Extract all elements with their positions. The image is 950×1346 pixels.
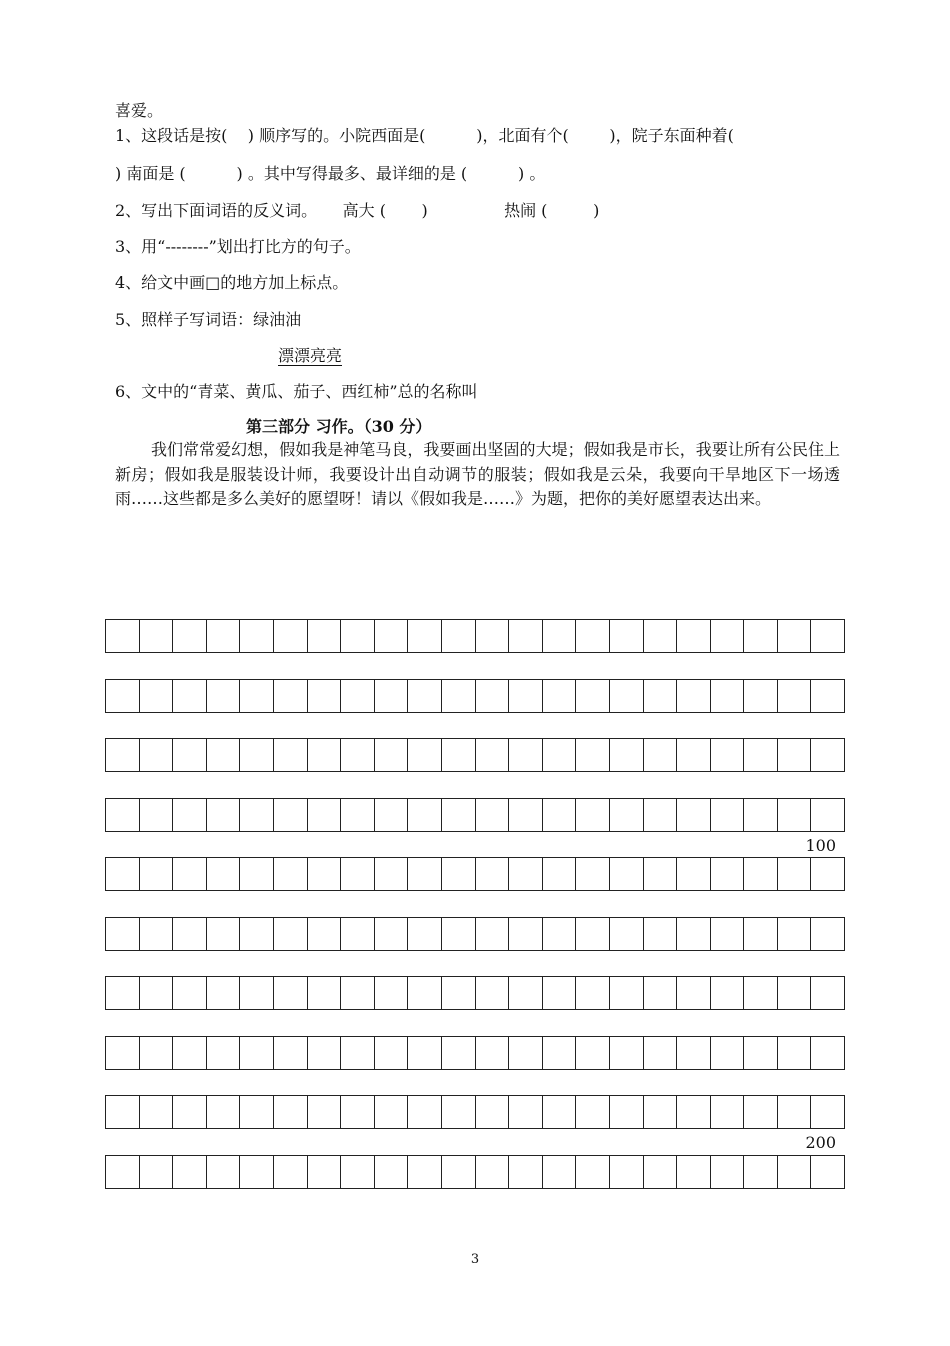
grid-cell[interactable]	[610, 1155, 644, 1189]
grid-cell[interactable]	[543, 798, 577, 832]
grid-cell[interactable]	[240, 1036, 274, 1070]
grid-cell[interactable]	[711, 738, 745, 772]
grid-row	[105, 1095, 845, 1129]
grid-cell[interactable]	[543, 738, 577, 772]
grid-cell[interactable]	[173, 976, 207, 1010]
grid-cell[interactable]	[778, 619, 812, 653]
grid-cell[interactable]	[778, 1155, 812, 1189]
grid-cell[interactable]	[576, 738, 610, 772]
question-4: 4、给文中画□的地方加上标点。	[115, 273, 349, 292]
grid-cell[interactable]	[308, 1155, 342, 1189]
grid-cell[interactable]	[274, 1155, 308, 1189]
grid-cell[interactable]	[610, 917, 644, 951]
grid-cell[interactable]	[408, 1095, 442, 1129]
grid-cell[interactable]	[207, 798, 241, 832]
grid-cell[interactable]	[644, 1095, 678, 1129]
grid-cell[interactable]	[576, 1155, 610, 1189]
grid-cell[interactable]	[375, 1155, 409, 1189]
grid-row	[105, 1155, 845, 1189]
grid-cell[interactable]	[240, 917, 274, 951]
grid-cell[interactable]	[711, 1036, 745, 1070]
grid-row	[105, 798, 845, 832]
grid-cell[interactable]	[677, 917, 711, 951]
grid-cell[interactable]	[476, 619, 510, 653]
grid-cell[interactable]	[509, 1095, 543, 1129]
grid-cell[interactable]	[240, 857, 274, 891]
section-3-title: 第三部分 习作。（30 分）	[246, 417, 432, 436]
grid-cell[interactable]	[610, 857, 644, 891]
grid-cell[interactable]	[576, 679, 610, 713]
grid-cell[interactable]	[207, 738, 241, 772]
grid-cell[interactable]	[543, 976, 577, 1010]
grid-cell[interactable]	[173, 798, 207, 832]
grid-cell[interactable]	[811, 857, 845, 891]
count-marker-100: 100	[805, 836, 836, 855]
grid-cell[interactable]	[576, 857, 610, 891]
grid-cell[interactable]	[173, 1155, 207, 1189]
grid-cell[interactable]	[576, 1095, 610, 1129]
grid-cell[interactable]	[476, 976, 510, 1010]
grid-cell[interactable]	[308, 857, 342, 891]
grid-cell[interactable]	[207, 1095, 241, 1129]
grid-cell[interactable]	[711, 1155, 745, 1189]
grid-cell[interactable]	[476, 679, 510, 713]
grid-cell[interactable]	[442, 798, 476, 832]
grid-cell[interactable]	[173, 917, 207, 951]
grid-cell[interactable]	[375, 976, 409, 1010]
grid-cell[interactable]	[811, 679, 845, 713]
page-number: 3	[470, 1252, 480, 1267]
grid-cell[interactable]	[677, 738, 711, 772]
grid-cell[interactable]	[274, 1036, 308, 1070]
grid-cell[interactable]	[408, 857, 442, 891]
grid-cell[interactable]	[509, 619, 543, 653]
grid-cell[interactable]	[274, 917, 308, 951]
grid-cell[interactable]	[375, 857, 409, 891]
grid-cell[interactable]	[408, 798, 442, 832]
grid-cell[interactable]	[610, 1036, 644, 1070]
count-marker-200: 200	[805, 1133, 836, 1152]
grid-cell[interactable]	[576, 619, 610, 653]
grid-cell[interactable]	[341, 1095, 375, 1129]
grid-row	[105, 1036, 845, 1070]
grid-cell[interactable]	[341, 1155, 375, 1189]
grid-cell[interactable]	[207, 857, 241, 891]
grid-cell[interactable]	[106, 738, 140, 772]
grid-cell[interactable]	[274, 738, 308, 772]
grid-cell[interactable]	[778, 917, 812, 951]
grid-cell[interactable]	[408, 917, 442, 951]
grid-cell[interactable]	[140, 1155, 174, 1189]
grid-cell[interactable]	[677, 679, 711, 713]
grid-cell[interactable]	[173, 1095, 207, 1129]
grid-cell[interactable]	[240, 976, 274, 1010]
grid-cell[interactable]	[375, 917, 409, 951]
question-1-line-2: ) 南面是 ( ) 。其中写得最多、最详细的是 ( ) 。	[115, 164, 546, 183]
grid-cell[interactable]	[543, 857, 577, 891]
grid-cell[interactable]	[308, 976, 342, 1010]
grid-cell[interactable]	[308, 798, 342, 832]
grid-cell[interactable]	[509, 917, 543, 951]
grid-row	[105, 917, 845, 951]
grid-cell[interactable]	[408, 619, 442, 653]
grid-cell[interactable]	[274, 798, 308, 832]
grid-cell[interactable]	[644, 1036, 678, 1070]
grid-cell[interactable]	[811, 798, 845, 832]
grid-cell[interactable]	[106, 1036, 140, 1070]
grid-cell[interactable]	[240, 1155, 274, 1189]
grid-cell[interactable]	[173, 857, 207, 891]
grid-cell[interactable]	[308, 738, 342, 772]
grid-cell[interactable]	[408, 976, 442, 1010]
grid-cell[interactable]	[778, 738, 812, 772]
grid-cell[interactable]	[778, 976, 812, 1010]
grid-cell[interactable]	[173, 738, 207, 772]
grid-cell[interactable]	[744, 976, 778, 1010]
grid-cell[interactable]	[106, 857, 140, 891]
grid-cell[interactable]	[778, 1095, 812, 1129]
grid-cell[interactable]	[274, 1095, 308, 1129]
grid-cell[interactable]	[274, 857, 308, 891]
grid-cell[interactable]	[442, 1095, 476, 1129]
grid-cell[interactable]	[610, 679, 644, 713]
grid-cell[interactable]	[442, 619, 476, 653]
grid-cell[interactable]	[744, 679, 778, 713]
grid-cell[interactable]	[476, 917, 510, 951]
passage-tail: 喜爱。	[115, 101, 164, 120]
grid-cell[interactable]	[543, 1036, 577, 1070]
grid-cell[interactable]	[778, 1036, 812, 1070]
grid-cell[interactable]	[341, 857, 375, 891]
grid-cell[interactable]	[778, 679, 812, 713]
grid-cell[interactable]	[106, 1095, 140, 1129]
grid-cell[interactable]	[375, 1095, 409, 1129]
grid-row	[105, 976, 845, 1010]
grid-cell[interactable]	[240, 1095, 274, 1129]
grid-cell[interactable]	[375, 619, 409, 653]
grid-cell[interactable]	[207, 1155, 241, 1189]
grid-cell[interactable]	[442, 1036, 476, 1070]
grid-cell[interactable]	[308, 917, 342, 951]
grid-cell[interactable]	[644, 619, 678, 653]
grid-cell[interactable]	[173, 619, 207, 653]
grid-cell[interactable]	[140, 857, 174, 891]
grid-cell[interactable]	[744, 1095, 778, 1129]
grid-cell[interactable]	[744, 917, 778, 951]
grid-cell[interactable]	[744, 619, 778, 653]
grid-cell[interactable]	[610, 738, 644, 772]
grid-cell[interactable]	[576, 976, 610, 1010]
grid-cell[interactable]	[576, 917, 610, 951]
grid-cell[interactable]	[106, 798, 140, 832]
grid-cell[interactable]	[274, 679, 308, 713]
grid-cell[interactable]	[476, 798, 510, 832]
grid-cell[interactable]	[644, 976, 678, 1010]
grid-cell[interactable]	[240, 738, 274, 772]
grid-cell[interactable]	[811, 917, 845, 951]
grid-cell[interactable]	[207, 976, 241, 1010]
grid-cell[interactable]	[644, 917, 678, 951]
grid-cell[interactable]	[677, 1095, 711, 1129]
grid-cell[interactable]	[408, 738, 442, 772]
grid-cell[interactable]	[308, 619, 342, 653]
grid-cell[interactable]	[207, 1036, 241, 1070]
grid-cell[interactable]	[543, 1095, 577, 1129]
grid-cell[interactable]	[207, 679, 241, 713]
grid-cell[interactable]	[308, 679, 342, 713]
question-3: 3、用“--------”划出打比方的句子。	[115, 237, 361, 256]
grid-cell[interactable]	[744, 1155, 778, 1189]
grid-cell[interactable]	[408, 1155, 442, 1189]
grid-cell[interactable]	[442, 976, 476, 1010]
grid-cell[interactable]	[744, 798, 778, 832]
grid-cell[interactable]	[207, 619, 241, 653]
grid-cell[interactable]	[509, 1036, 543, 1070]
grid-cell[interactable]	[509, 976, 543, 1010]
grid-cell[interactable]	[711, 976, 745, 1010]
grid-cell[interactable]	[543, 679, 577, 713]
grid-cell[interactable]	[341, 1036, 375, 1070]
grid-cell[interactable]	[140, 976, 174, 1010]
grid-cell[interactable]	[341, 798, 375, 832]
grid-cell[interactable]	[173, 1036, 207, 1070]
grid-cell[interactable]	[644, 679, 678, 713]
grid-cell[interactable]	[408, 679, 442, 713]
grid-cell[interactable]	[677, 857, 711, 891]
grid-cell[interactable]	[240, 798, 274, 832]
grid-cell[interactable]	[744, 738, 778, 772]
grid-cell[interactable]	[509, 679, 543, 713]
question-2: 2、写出下面词语的反义词。 高大 ( ) 热闹 ( )	[115, 201, 600, 220]
grid-cell[interactable]	[442, 738, 476, 772]
grid-cell[interactable]	[677, 1036, 711, 1070]
grid-cell[interactable]	[677, 976, 711, 1010]
grid-cell[interactable]	[375, 679, 409, 713]
question-1-line-1: 1、这段话是按( ) 顺序写的。小院西面是( )，北面有个( )，院子东面种着(	[115, 126, 734, 145]
example-word: 漂漂亮亮	[278, 346, 343, 365]
grid-cell[interactable]	[711, 917, 745, 951]
grid-cell[interactable]	[610, 1095, 644, 1129]
grid-cell[interactable]	[140, 917, 174, 951]
grid-cell[interactable]	[207, 917, 241, 951]
grid-cell[interactable]	[509, 798, 543, 832]
grid-cell[interactable]	[644, 857, 678, 891]
grid-cell[interactable]	[509, 1155, 543, 1189]
grid-cell[interactable]	[711, 798, 745, 832]
grid-cell[interactable]	[140, 1095, 174, 1129]
grid-cell[interactable]	[341, 976, 375, 1010]
grid-cell[interactable]	[576, 798, 610, 832]
grid-cell[interactable]	[442, 917, 476, 951]
grid-cell[interactable]	[341, 619, 375, 653]
grid-cell[interactable]	[543, 619, 577, 653]
grid-cell[interactable]	[677, 798, 711, 832]
grid-cell[interactable]	[106, 679, 140, 713]
grid-cell[interactable]	[509, 857, 543, 891]
grid-cell[interactable]	[308, 1036, 342, 1070]
grid-cell[interactable]	[476, 1036, 510, 1070]
grid-cell[interactable]	[610, 976, 644, 1010]
grid-cell[interactable]	[341, 917, 375, 951]
question-5-example	[278, 345, 342, 367]
grid-cell[interactable]	[442, 1155, 476, 1189]
grid-row	[105, 857, 845, 891]
grid-cell[interactable]	[274, 976, 308, 1010]
grid-cell[interactable]	[811, 1155, 845, 1189]
grid-cell[interactable]	[375, 1036, 409, 1070]
grid-cell[interactable]	[442, 679, 476, 713]
grid-row	[105, 619, 845, 653]
grid-cell[interactable]	[644, 1155, 678, 1189]
grid-cell[interactable]	[240, 619, 274, 653]
grid-cell[interactable]	[811, 619, 845, 653]
grid-cell[interactable]	[173, 679, 207, 713]
grid-cell[interactable]	[476, 1095, 510, 1129]
grid-cell[interactable]	[140, 679, 174, 713]
grid-cell[interactable]	[711, 679, 745, 713]
grid-cell[interactable]	[106, 976, 140, 1010]
grid-cell[interactable]	[543, 917, 577, 951]
grid-cell[interactable]	[106, 917, 140, 951]
grid-cell[interactable]	[811, 976, 845, 1010]
grid-row	[105, 738, 845, 772]
grid-cell[interactable]	[476, 857, 510, 891]
grid-cell[interactable]	[610, 798, 644, 832]
grid-cell[interactable]	[341, 679, 375, 713]
grid-cell[interactable]	[375, 798, 409, 832]
grid-cell[interactable]	[711, 1095, 745, 1129]
grid-cell[interactable]	[240, 679, 274, 713]
grid-cell[interactable]	[744, 1036, 778, 1070]
grid-cell[interactable]	[106, 1155, 140, 1189]
question-5: 5、照样子写词语：绿油油	[115, 310, 302, 329]
grid-row	[105, 679, 845, 713]
grid-cell[interactable]	[140, 738, 174, 772]
question-6: 6、文中的“青菜、黄瓜、茄子、西红柿”总的名称叫	[115, 382, 478, 401]
grid-cell[interactable]	[308, 1095, 342, 1129]
grid-cell[interactable]	[576, 1036, 610, 1070]
grid-cell[interactable]	[106, 619, 140, 653]
grid-cell[interactable]	[140, 619, 174, 653]
grid-cell[interactable]	[644, 798, 678, 832]
grid-cell[interactable]	[476, 738, 510, 772]
grid-cell[interactable]	[408, 1036, 442, 1070]
grid-cell[interactable]	[274, 619, 308, 653]
grid-cell[interactable]	[476, 1155, 510, 1189]
grid-cell[interactable]	[341, 738, 375, 772]
grid-cell[interactable]	[543, 1155, 577, 1189]
grid-cell[interactable]	[644, 738, 678, 772]
grid-cell[interactable]	[711, 619, 745, 653]
grid-cell[interactable]	[677, 1155, 711, 1189]
grid-cell[interactable]	[375, 738, 409, 772]
grid-cell[interactable]	[677, 619, 711, 653]
grid-cell[interactable]	[610, 619, 644, 653]
grid-cell[interactable]	[509, 738, 543, 772]
grid-cell[interactable]	[811, 1095, 845, 1129]
grid-cell[interactable]	[811, 1036, 845, 1070]
grid-cell[interactable]	[442, 857, 476, 891]
grid-cell[interactable]	[711, 857, 745, 891]
grid-cell[interactable]	[778, 857, 812, 891]
grid-cell[interactable]	[140, 1036, 174, 1070]
grid-cell[interactable]	[778, 798, 812, 832]
grid-cell[interactable]	[744, 857, 778, 891]
composition-prompt: 我们常常爱幻想，假如我是神笔马良，我要画出坚固的大堤；假如我是市长，我要让所有公民住上新房；假如我是服装设计师，我要设计出自动调节的服装；假如我是云朵，我要向干旱地区下一场透雨……这些都是多么美好的愿望呀！请以《假如我是……》为题，把你的美好愿望表达出来。	[115, 440, 840, 508]
grid-cell[interactable]	[140, 798, 174, 832]
grid-cell[interactable]	[811, 738, 845, 772]
